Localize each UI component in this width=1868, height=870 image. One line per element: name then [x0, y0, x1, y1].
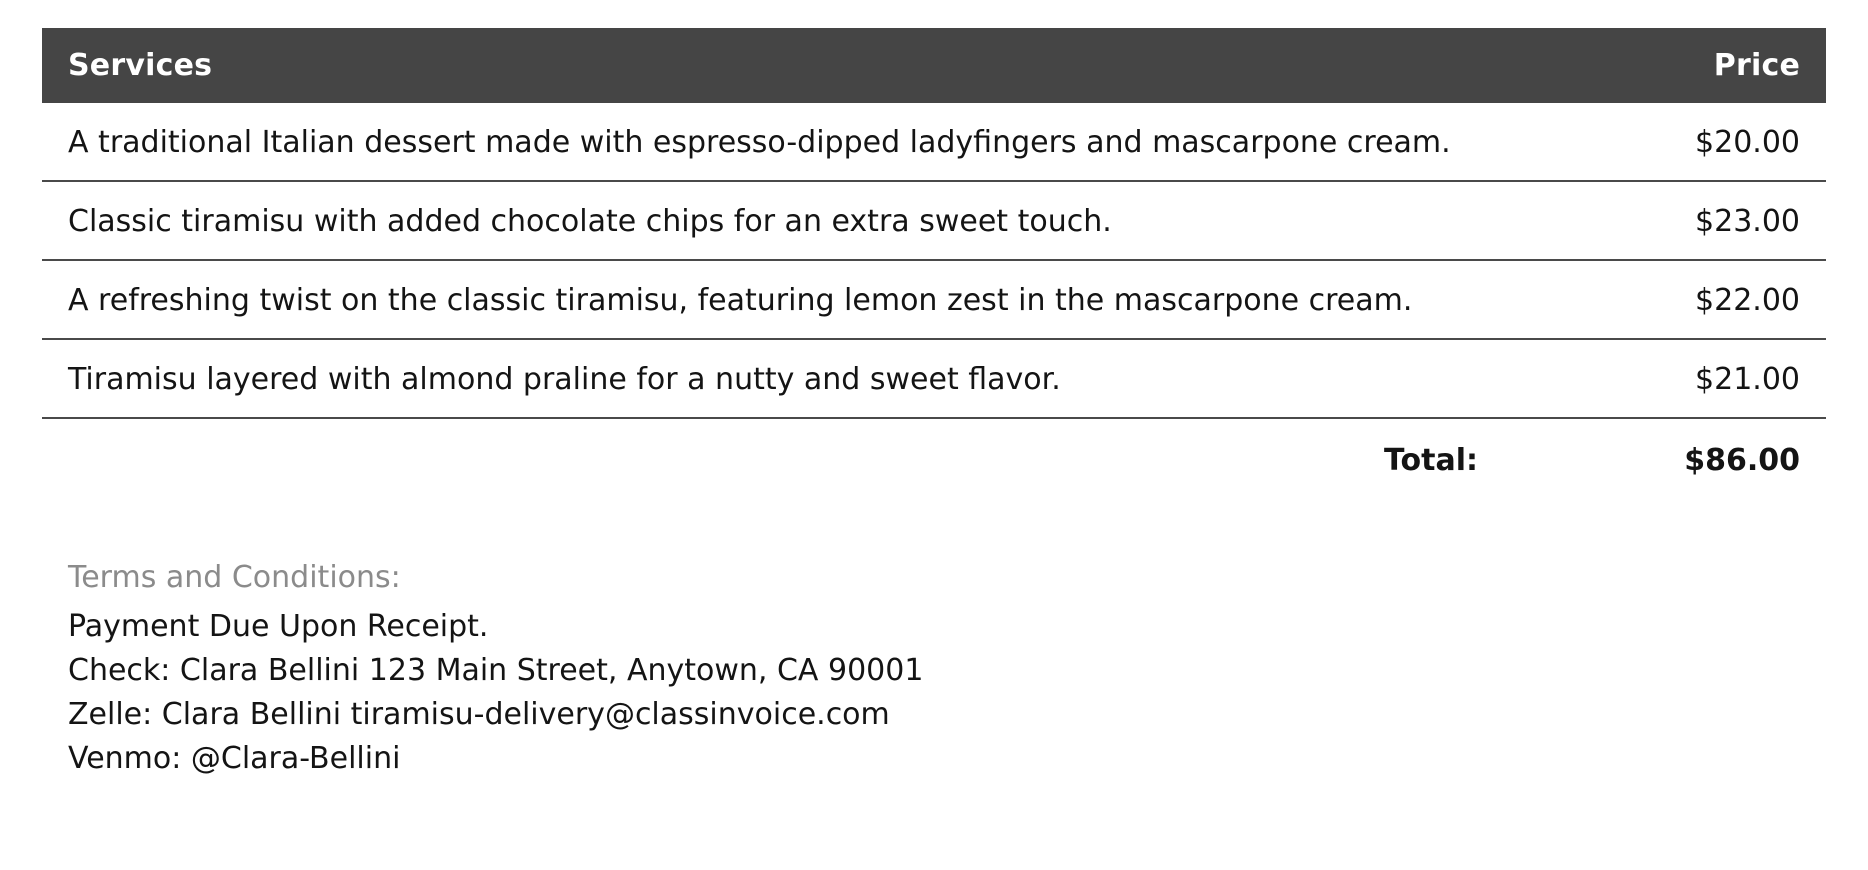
table-row [42, 339, 1826, 418]
terms-line: Payment Due Upon Receipt. [68, 609, 489, 644]
column-header-services: Services [42, 28, 1504, 103]
terms-line: Venmo: @Clara-Bellini [68, 741, 401, 777]
table-row [42, 260, 1826, 339]
services-table [42, 28, 1826, 498]
terms-line: Check: Clara Bellini 123 Main Street, Anytown, CA 90001 [68, 653, 924, 689]
table-row [42, 181, 1826, 260]
terms-and-conditions [42, 560, 1826, 781]
terms-title: Terms and Conditions: [68, 560, 401, 595]
column-header-price: Price [1504, 28, 1826, 103]
service-description: A refreshing twist on the classic tiramisu, featuring lemon zest in the mascarpone cream. [42, 260, 1504, 339]
total-value: $86.00 [1684, 443, 1800, 478]
service-description: A traditional Italian dessert made with espresso-dipped ladyfingers and mascarpone cream. [42, 103, 1504, 181]
service-description: Tiramisu layered with almond praline for a nutty and sweet flavor. [42, 339, 1504, 418]
service-price: $23.00 [1504, 181, 1826, 260]
table-body [42, 103, 1826, 498]
table-header [42, 28, 1826, 103]
terms-line: Zelle: Clara Bellini tiramisu-delivery@classinvoice.com [68, 697, 890, 733]
service-price: $20.00 [1504, 103, 1826, 181]
table-row [42, 103, 1826, 181]
total-row [42, 418, 1826, 498]
service-price: $21.00 [1504, 339, 1826, 418]
service-price: $22.00 [1504, 260, 1826, 339]
total-label: Total: [1384, 443, 1478, 478]
service-description: Classic tiramisu with added chocolate chips for an extra sweet touch. [42, 181, 1504, 260]
table-header-row [42, 28, 1826, 103]
